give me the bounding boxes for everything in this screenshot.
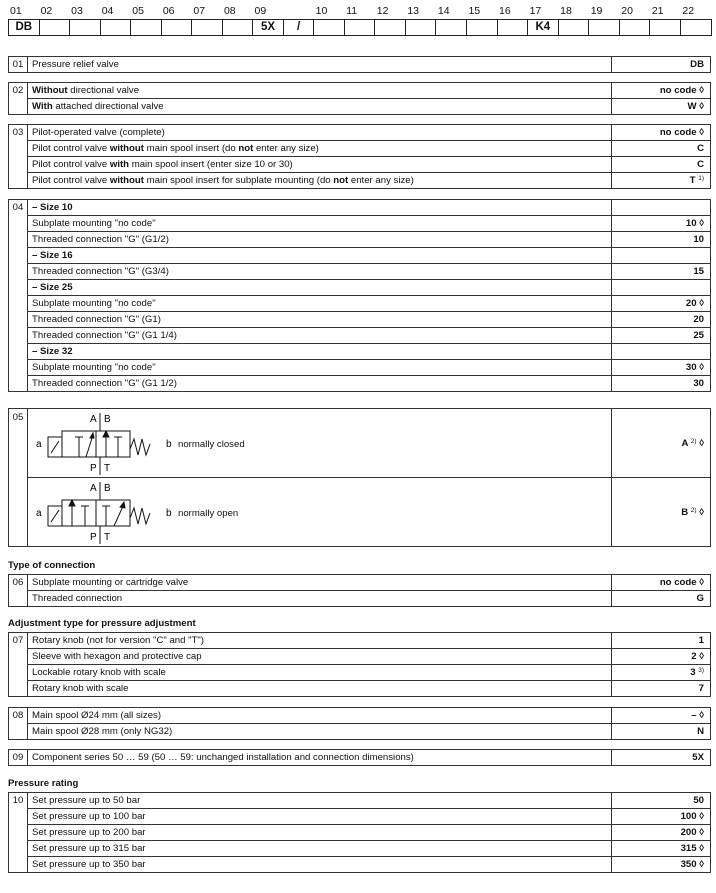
section-05 (8, 408, 711, 547)
box-08 (223, 20, 254, 35)
table-row (9, 83, 711, 99)
option-label: Without directional valve (28, 83, 612, 99)
section-02 (8, 82, 711, 115)
table-row (9, 328, 711, 344)
option-code: N (612, 724, 711, 740)
section-number: 05 (9, 409, 28, 547)
option-label: Subplate mounting "no code" (28, 296, 612, 312)
option-label: Set pressure up to 200 bar (28, 825, 612, 841)
pos-04: 04 (101, 5, 114, 17)
position-numbers (8, 5, 711, 19)
table-row (9, 216, 711, 232)
table-row (9, 173, 711, 189)
pos-12: 12 (376, 5, 389, 17)
pos-06: 06 (162, 5, 175, 17)
option-code: no code ◊ (612, 575, 711, 591)
pos-18: 18 (560, 5, 572, 17)
label-T: T (104, 463, 111, 474)
table-row (9, 409, 711, 478)
valve-symbol-cell (28, 409, 612, 478)
pos-19: 19 (590, 5, 603, 17)
box-11 (345, 20, 376, 35)
section-number: 08 (9, 708, 28, 740)
option-label: Threaded connection "G" (G1 1/4) (28, 328, 612, 344)
valve-symbol-normally-open (28, 478, 178, 546)
size-heading: – Size 16 (28, 248, 612, 264)
table-row (9, 591, 711, 607)
pos-15: 15 (468, 5, 481, 17)
box-16 (498, 20, 529, 35)
pressure-rating-title: Pressure rating (8, 778, 79, 789)
option-label: Threaded connection "G" (G1) (28, 312, 612, 328)
option-label: Threaded connection "G" (G3/4) (28, 264, 612, 280)
table-row (9, 125, 711, 141)
section-07 (8, 632, 711, 697)
pos-02: 02 (40, 5, 53, 17)
box-01: DB (9, 20, 40, 35)
option-label: Rotary knob with scale (28, 681, 612, 697)
option-label: Subplate mounting or cartridge valve (28, 575, 612, 591)
option-label: Main spool Ø28 mm (only NG32) (28, 724, 612, 740)
option-code: 200 ◊ (612, 825, 711, 841)
option-label: Subplate mounting "no code" (28, 216, 612, 232)
table-row (9, 665, 711, 681)
size-heading: – Size 10 (28, 200, 612, 216)
type-of-connection-title: Type of connection (8, 560, 96, 571)
table-row (9, 649, 711, 665)
pos-20: 20 (621, 5, 633, 17)
pos-13: 13 (407, 5, 419, 17)
option-code: 30 (612, 376, 711, 392)
section-number: 07 (9, 633, 28, 697)
label-T: T (104, 532, 111, 543)
table-row (9, 841, 711, 857)
option-label: Set pressure up to 50 bar (28, 793, 612, 809)
box-03 (70, 20, 101, 35)
pos-01: 01 (10, 5, 22, 17)
option-code: 7 (612, 681, 711, 697)
table-row (9, 344, 711, 360)
box-22 (681, 20, 711, 35)
box-09: 5X (253, 20, 284, 35)
option-code: no code ◊ (612, 125, 711, 141)
pos-05: 05 (132, 5, 144, 17)
label-b: b (166, 439, 172, 450)
box-sep: / (284, 20, 315, 35)
label-P: P (90, 532, 97, 543)
pos-09: 09 (254, 5, 267, 17)
option-label: Component series 50 … 59 (50 … 59: unchanged installation and connection dimensions) (28, 750, 612, 766)
table-row (9, 141, 711, 157)
label-B: B (104, 483, 111, 494)
valve-symbol-normally-closed (28, 409, 178, 477)
table-row (9, 280, 711, 296)
option-code: W ◊ (612, 99, 711, 115)
option-label: Pilot control valve with main spool insert (enter size 10 or 30) (28, 157, 612, 173)
option-code: 3 $^{3)}$ (612, 665, 711, 681)
pos-sep (283, 5, 314, 19)
table-row (9, 681, 711, 697)
option-code: 30 ◊ (612, 360, 711, 376)
table-row (9, 633, 711, 649)
label-b: b (166, 508, 172, 519)
option-code: 100 ◊ (612, 809, 711, 825)
adjustment-type-title: Adjustment type for pressure adjustment (8, 618, 196, 629)
option-label: Pilot control valve without main spool insert (do not enter any size) (28, 141, 612, 157)
option-code: 2 ◊ (612, 649, 711, 665)
table-row (9, 200, 711, 216)
option-code: 10 (612, 232, 711, 248)
option-label: Threaded connection "G" (G1/2) (28, 232, 612, 248)
box-21 (650, 20, 681, 35)
table-row (9, 478, 711, 547)
pos-16: 16 (499, 5, 511, 17)
table-row (9, 825, 711, 841)
option-code: 50 (612, 793, 711, 809)
pos-21: 21 (651, 5, 664, 17)
box-19 (589, 20, 620, 35)
option-code: 1 (612, 633, 711, 649)
option-code: 15 (612, 264, 711, 280)
option-code: A $^{2)}$ ◊ (612, 409, 711, 478)
label-a: a (36, 439, 42, 450)
pos-17: 17 (529, 5, 542, 17)
table-row (9, 157, 711, 173)
table-row (9, 232, 711, 248)
option-code: G (612, 591, 711, 607)
box-13 (406, 20, 437, 35)
option-code: 10 ◊ (612, 216, 711, 232)
option-code: 25 (612, 328, 711, 344)
option-code: 20 ◊ (612, 296, 711, 312)
section-number: 06 (9, 575, 28, 607)
option-code: 5X (612, 750, 711, 766)
pos-07: 07 (193, 5, 206, 17)
pos-03: 03 (71, 5, 83, 17)
box-10 (314, 20, 345, 35)
option-label: Pilot-operated valve (complete) (28, 125, 612, 141)
option-code: – ◊ (612, 708, 711, 724)
option-label: Set pressure up to 350 bar (28, 857, 612, 873)
box-17: K4 (528, 20, 559, 35)
option-label: Rotary knob (not for version "C" and "T") (28, 633, 612, 649)
option-label: Sleeve with hexagon and protective cap (28, 649, 612, 665)
section-number: 10 (9, 793, 28, 873)
section-06 (8, 574, 711, 607)
option-code: T $^{1)}$ (612, 173, 711, 189)
box-06 (162, 20, 193, 35)
table-row (9, 708, 711, 724)
table-row (9, 376, 711, 392)
pos-14: 14 (437, 5, 450, 17)
table-row (9, 809, 711, 825)
table-row (9, 296, 711, 312)
section-number: 01 (9, 57, 28, 73)
pos-22: 22 (682, 5, 695, 17)
option-code: DB (612, 57, 711, 73)
table-row (9, 57, 711, 73)
section-number: 04 (9, 200, 28, 392)
table-row (9, 575, 711, 591)
option-code: C (612, 157, 711, 173)
section-03 (8, 124, 711, 189)
section-number: 09 (9, 750, 28, 766)
option-code: B $^{2)}$ ◊ (612, 478, 711, 547)
pos-10: 10 (315, 5, 328, 17)
table-row (9, 793, 711, 809)
table-row (9, 857, 711, 873)
table-row (9, 750, 711, 766)
table-row (9, 264, 711, 280)
size-heading: – Size 32 (28, 344, 612, 360)
box-15 (467, 20, 498, 35)
option-label: Pilot control valve without main spool insert for subplate mounting (do not enter any size) (28, 173, 612, 189)
valve-symbol-cell (28, 478, 612, 547)
option-label: Lockable rotary knob with scale (28, 665, 612, 681)
table-row (9, 99, 711, 115)
option-label: Threaded connection (28, 591, 612, 607)
box-20 (620, 20, 651, 35)
option-code: 315 ◊ (612, 841, 711, 857)
label-A: A (90, 483, 97, 494)
normally-open-label: normally open (178, 508, 239, 519)
option-label: Pressure relief valve (28, 57, 612, 73)
section-number: 03 (9, 125, 28, 189)
size-heading: – Size 25 (28, 280, 612, 296)
label-A: A (90, 414, 97, 425)
section-number: 02 (9, 83, 28, 115)
label-B: B (104, 414, 111, 425)
table-row (9, 248, 711, 264)
section-09 (8, 749, 711, 766)
option-label: Subplate mounting "no code" (28, 360, 612, 376)
pos-08: 08 (223, 5, 236, 17)
box-02 (40, 20, 71, 35)
option-label: Set pressure up to 315 bar (28, 841, 612, 857)
box-12 (375, 20, 406, 35)
code-boxes (8, 19, 712, 36)
option-code: C (612, 141, 711, 157)
pos-11: 11 (346, 5, 358, 17)
option-label: Set pressure up to 100 bar (28, 809, 612, 825)
box-14 (436, 20, 467, 35)
section-08 (8, 707, 711, 740)
option-code: no code ◊ (612, 83, 711, 99)
ordering-code-header (8, 5, 711, 36)
label-P: P (90, 463, 97, 474)
label-a: a (36, 508, 42, 519)
option-code: 350 ◊ (612, 857, 711, 873)
option-label: With attached directional valve (28, 99, 612, 115)
option-label: Threaded connection "G" (G1 1/2) (28, 376, 612, 392)
option-code: 20 (612, 312, 711, 328)
box-18 (559, 20, 590, 35)
section-01 (8, 56, 711, 73)
box-05 (131, 20, 162, 35)
normally-closed-label: normally closed (178, 439, 245, 450)
section-10 (8, 792, 711, 873)
box-07 (192, 20, 223, 35)
section-04 (8, 199, 711, 392)
table-row (9, 360, 711, 376)
table-row (9, 312, 711, 328)
option-label: Main spool Ø24 mm (all sizes) (28, 708, 612, 724)
box-04 (101, 20, 132, 35)
table-row (9, 724, 711, 740)
